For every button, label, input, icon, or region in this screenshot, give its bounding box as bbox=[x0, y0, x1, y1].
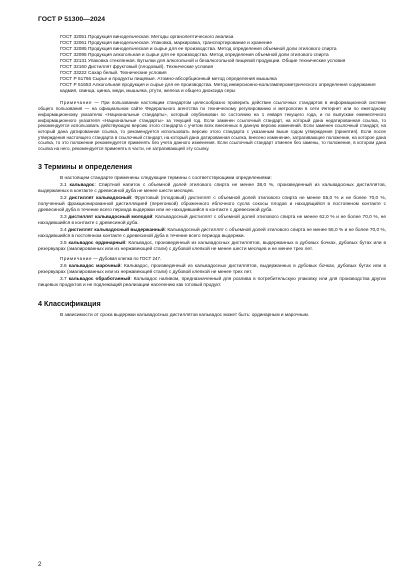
document-header: ГОСТ Р 51300—2024 bbox=[38, 16, 106, 23]
section-3-title: 3 Термины и определения bbox=[38, 161, 133, 171]
reference-item: ГОСТ 32051 Продукция винодельческая. Методы органолептического анализа bbox=[60, 35, 234, 40]
term-definition: 3.2 дистиллят кальвадосный: Фруктовый (плодовый) дистиллят с объемной долей этилового спирта не менее 55,0 % и не более 70,0 %, полученный фракционированной дистилляцией (перегонкой) сброженного яблочного сусла сокосы плодов и находящийся в постоянном контакте с древесиной дуба в течение всего периода выдержки или не находившийся в контакте с древесиной дуба. bbox=[38, 195, 386, 214]
reference-item: ГОСТ Р 51766 Сырье и продукты пищевые. Атомно-абсорбционный метод определения мышьяка bbox=[60, 77, 277, 83]
term-definition: 3.5 кальвадос ординарный: Кальвадос, произведенный из кальвадосных дистиллятов, выдержанных в дубовых бочках, дубовых бутах или в резервуарах (эмалированных или из нержавеющей стали) с дубовой клепкой не менее шести месяцев и не менее трех лет. bbox=[38, 241, 386, 253]
reference-item: ГОСТ 32095 Продукция алкогольная и сырье для ее производства. Метод определения объемной доли этилового спирта bbox=[60, 53, 329, 59]
term-definition: 3.1 кальвадос: Спиртной напиток с объемной долей этилового спирта не менее 38,0 %, произведенный из кальвадосных дистиллятов, выдержанных в контакте с древесиной дуба не менее шести месяцев. bbox=[38, 182, 386, 194]
reference-item: ГОСТ 32085 Продукция винодельческая и сырье для ее производства. Метод определения объемной доли этилового спирта bbox=[60, 47, 337, 53]
oak-stave-note: Примечание — Дубовая клепка по ГОСТ 247. bbox=[60, 256, 162, 262]
reference-item: ГОСТ Р 51653 Алкогольная продукция и сырье для ее производства. Метод инверсионно-вольтамперометрического определения содержания кадмия, свинца, цинка, меди, мышьяка, ртути, железа и общего диоксида серы bbox=[60, 83, 376, 95]
section-3-intro: В настоящем стандарте применены следующие термины с соответствующими определениями: bbox=[60, 175, 272, 181]
section-3-body bbox=[38, 176, 386, 289]
reference-item: ГОСТ 32061 Продукция винодельческая. Упаковка, маркировка, транспортирование и хранение bbox=[60, 41, 272, 47]
section-4-body bbox=[38, 313, 386, 319]
classification-text: В зависимости от срока выдержки кальвадосных дистиллятов кальвадос может быть: ординарным и марочным. bbox=[60, 313, 310, 319]
reference-item: ГОСТ 32131 Упаковка стеклянная. Бутылки для алкогольной и безалкогольной пищевой продукции. Общие технические условия bbox=[60, 59, 346, 65]
term-definition: 3.6 кальвадос марочный: Кальвадос, произведенный из кальвадосных дистиллятов, выдержанных в дубовых бочках, дубовых бутах или в резервуарах (эмалированных или из нержавеющей стали) с дубовой клепкой не менее трех лет. bbox=[38, 264, 386, 276]
reference-item: ГОСТ 32160 Дистиллят фруктовый (плодовый). Технические условия bbox=[60, 65, 214, 71]
reference-item: ГОСТ 33222 Сахар белый. Технические условия bbox=[60, 71, 167, 77]
normative-references bbox=[38, 35, 386, 95]
term-definition: 3.7 кальвадос обработанный: Кальвадос наливом, предназначенный для розлива в потребительскую упаковку или для производства других пищевых продуктов и не подлежащий реализации населению как готовый продукт. bbox=[38, 277, 386, 289]
section-4-title: 4 Классификация bbox=[38, 299, 101, 309]
term-definition: 3.3 дистиллят кальвадосный молодой: Кальвадосный дистиллят с объемной долей этилового спирта не менее 62,0 % и не более 70,0 %, не находившийся в контакте с древесиной дуба. bbox=[38, 215, 386, 227]
term-definition: 3.4 дистиллят кальвадосный выдержанный: Кальвадосный дистиллят с объемной долей этилового спирта не менее 55,0 % и не более 70,0 %, находившийся в постоянном контакте с древесиной дуба в течение всего периода выдержки. bbox=[38, 228, 386, 240]
page-number: 2 bbox=[38, 562, 42, 568]
references-note: Примечание — При пользовании настоящим стандартом целесообразно проверить действие ссылочных стандартов в информационной системе общего пользования — на официальном сайте Федерального агентства по техническому регулированию и метрологии в сети Интернет или по ежегодному информационному указателю «Национальные стандарты», который опубликован по состоянию на 1 января текущего года, и по выпускам ежемесячного информационного указателя «Национальные стандарты» за текущий год. Если заменен ссылочный стандарт, на который дана недатированная ссылка, то рекомендуется использовать действующую версию этого стандарта с учетом всех внесенных в данную версию изменений. Если заменен ссылочный стандарт, на который дана датированная ссылка, то рекомендуется использовать версию этого стандарта с указанным выше годом утверждения (принятия). Если после утверждения настоящего стандарта в ссылочный стандарт, на который дана датированная ссылка, внесено изменение, затрагивающее положение, на которое дана ссылка, то это положение рекомендуется применять без учета данного изменения. Если ссылочный стандарт отменен без замены, то положение, в котором дана ссылка на него, рекомендуется применять в части, не затрагивающей эту ссылку. bbox=[38, 100, 386, 152]
